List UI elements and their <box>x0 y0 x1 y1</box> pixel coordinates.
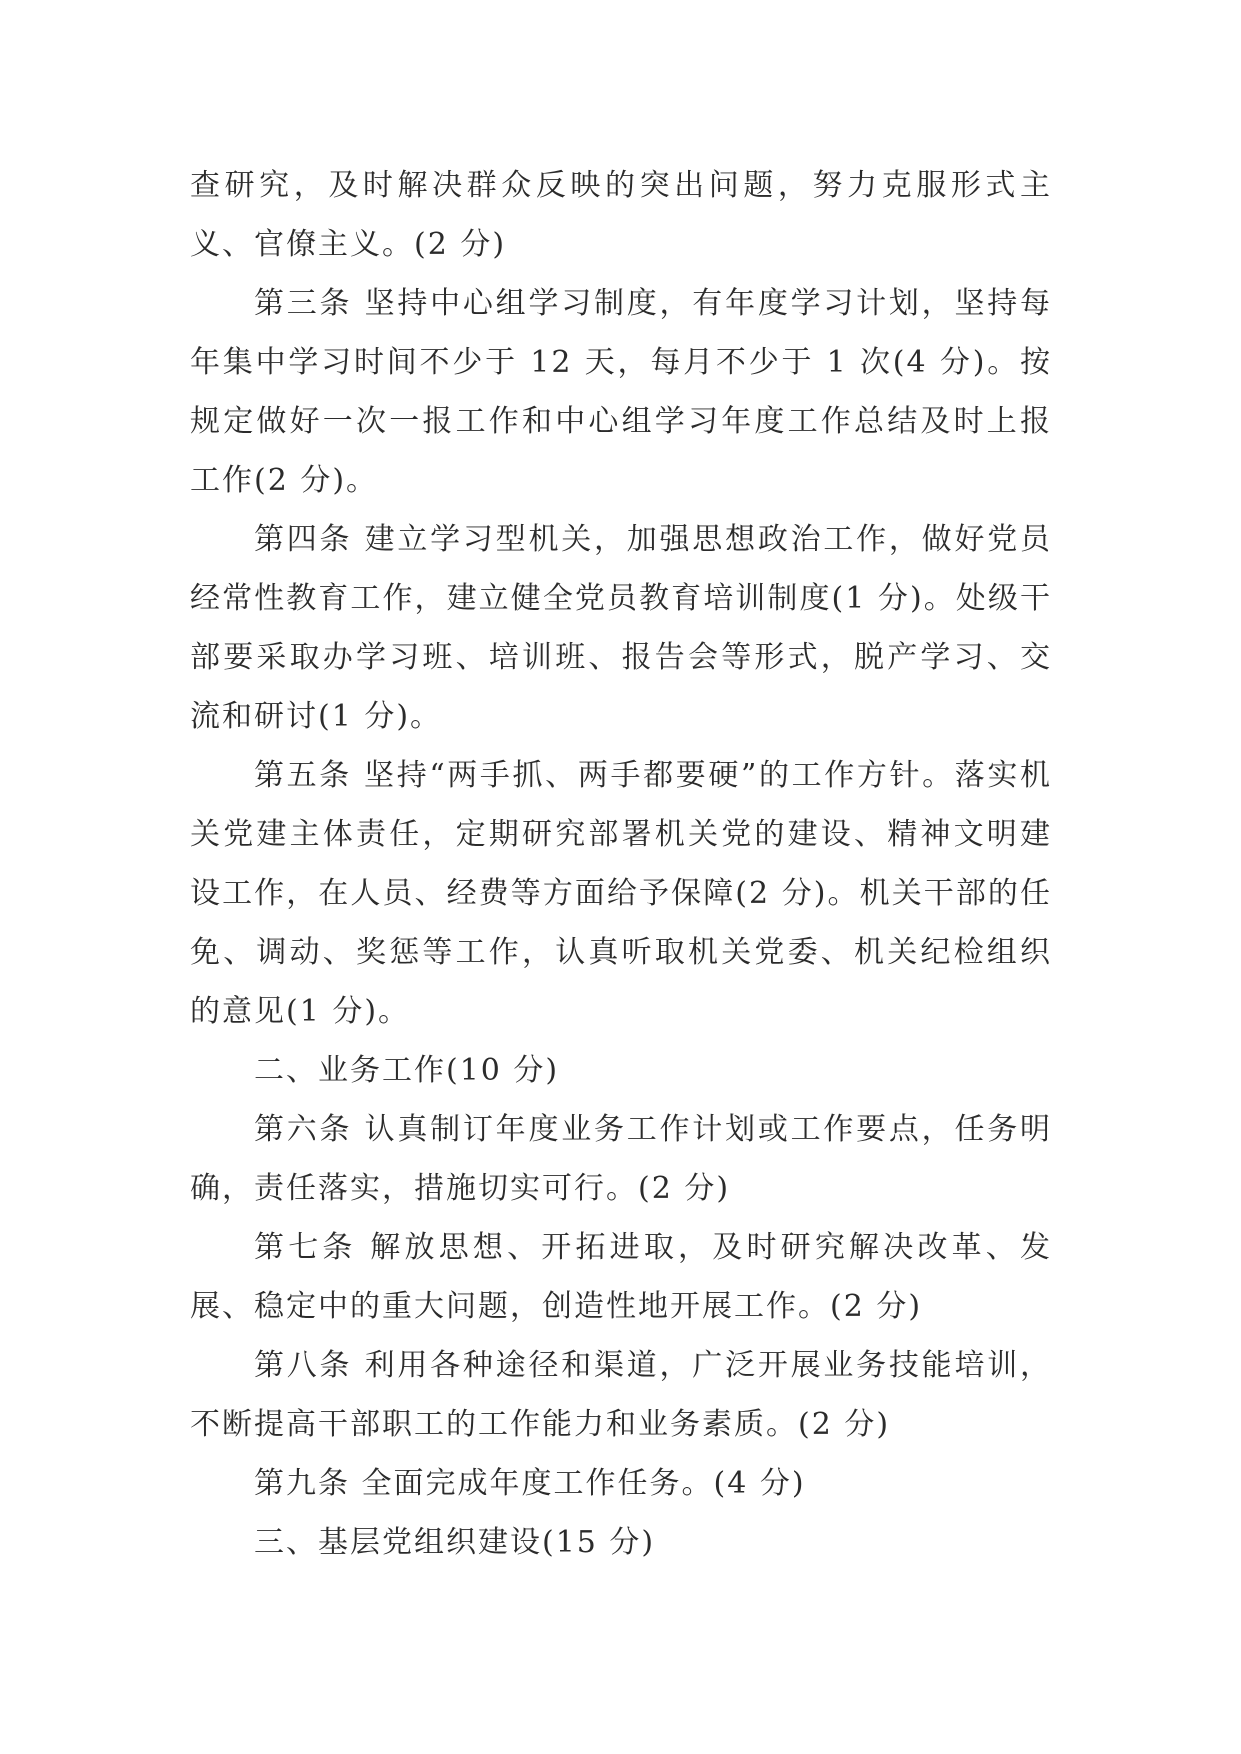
article-6: 第六条 认真制订年度业务工作计划或工作要点，任务明确，责任落实，措施切实可行。(2 分) <box>190 1112 1052 1206</box>
document-page <box>190 156 1052 1616</box>
article-9: 第九条 全面完成年度工作任务。(4 分) <box>254 1466 806 1501</box>
section-heading-business-work: 二、业务工作(10 分) <box>254 1053 560 1088</box>
article-8: 第八条 利用各种途径和渠道，广泛开展业务技能培训，不断提高干部职工的工作能力和业务素质。(2 分) <box>190 1348 1052 1442</box>
article-4: 第四条 建立学习型机关，加强思想政治工作，做好党员经常性教育工作，建立健全党员教育培训制度(1 分)。处级干部要采取办学习班、培训班、报告会等形式，脱产学习、交流和研讨(1 分)。 <box>190 522 1052 734</box>
section-heading-party-organization: 三、基层党组织建设(15 分) <box>254 1525 656 1560</box>
paragraph-continuation: 查研究，及时解决群众反映的突出问题，努力克服形式主义、官僚主义。(2 分) <box>190 168 1052 262</box>
article-7: 第七条 解放思想、开拓进取，及时研究解决改革、发展、稳定中的重大问题，创造性地开展工作。(2 分) <box>190 1230 1052 1324</box>
article-3: 第三条 坚持中心组学习制度，有年度学习计划，坚持每年集中学习时间不少于 12 天，每月不少于 1 次(4 分)。按规定做好一次一报工作和中心组学习年度工作总结及时上报工作(2 分)。 <box>190 286 1052 498</box>
article-5: 第五条 坚持“两手抓、两手都要硬”的工作方针。落实机关党建主体责任，定期研究部署机关党的建设、精神文明建设工作，在人员、经费等方面给予保障(2 分)。机关干部的任免、调动、奖惩等工作，认真听取机关党委、机关纪检组织的意见(1 分)。 <box>190 758 1052 1029</box>
